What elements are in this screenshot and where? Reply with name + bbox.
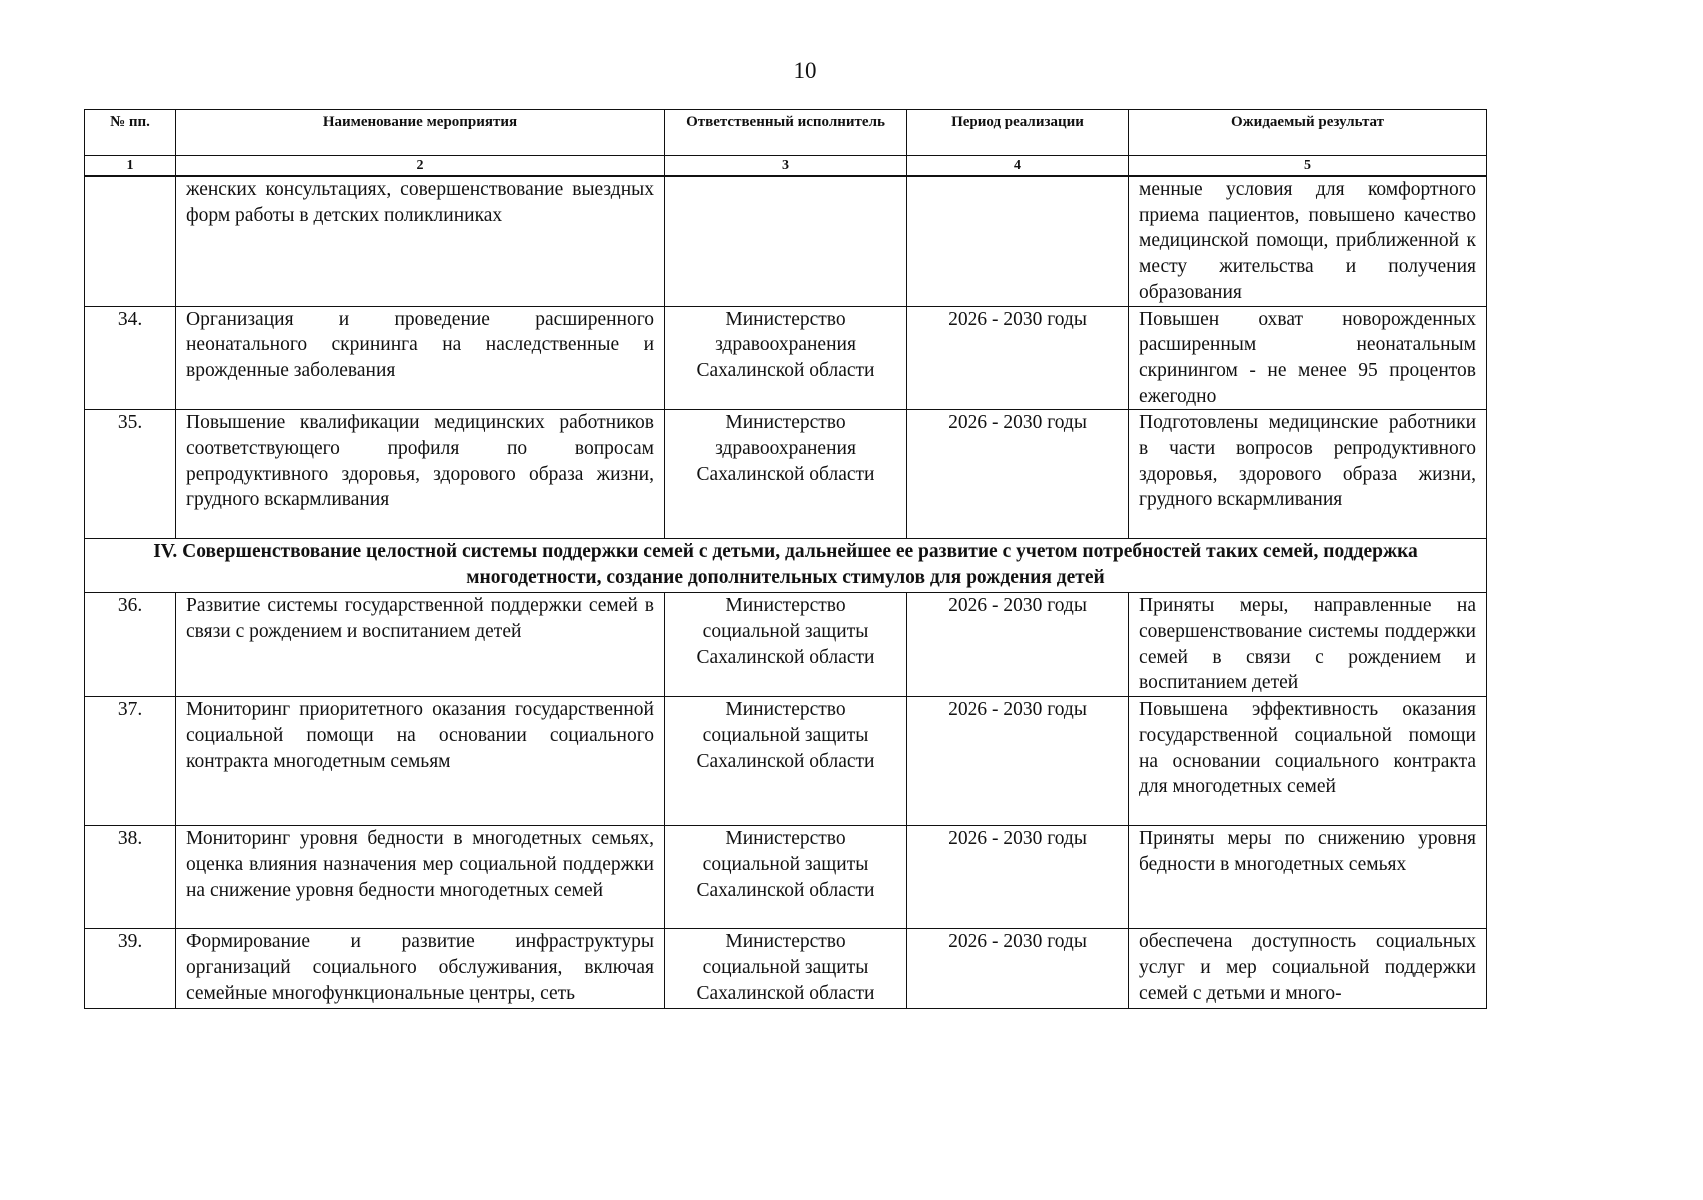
row-period: 2026 - 2030 годы (907, 826, 1129, 929)
row-event: Организация и проведение расширенного неонатального скрининга на наследственные и врожденные заболевания (176, 306, 665, 410)
table-row (85, 410, 1487, 539)
row-period: 2026 - 2030 годы (907, 697, 1129, 826)
page-number: 10 (793, 58, 817, 83)
row-number: 39. (85, 929, 176, 1009)
column-numbers-row (85, 156, 1487, 177)
row-responsible: Министерство социальной защиты Сахалинской области (665, 593, 907, 697)
row-responsible (665, 176, 907, 306)
row-responsible: Министерство социальной защиты Сахалинской области (665, 697, 907, 826)
measures-table (84, 109, 1487, 1009)
table-row (85, 697, 1487, 826)
row-number: 38. (85, 826, 176, 929)
row-period (907, 176, 1129, 306)
table-row (85, 826, 1487, 929)
row-event: Мониторинг уровня бедности в многодетных семьях, оценка влияния назначения мер социальной поддержки на снижение уровня бедности многодетных семей (176, 826, 665, 929)
row-number: 37. (85, 697, 176, 826)
row-event: Формирование и развитие инфраструктуры организаций социального обслуживания, включая семейные многофункциональные центры, сеть (176, 929, 665, 1009)
row-responsible: Министерство социальной защиты Сахалинской области (665, 826, 907, 929)
header-num: № пп. (85, 110, 176, 156)
row-result: Повышена эффективность оказания государственной социальной помощи на основании социального контракта для многодетных семей (1129, 697, 1487, 826)
column-number: 1 (85, 156, 176, 177)
column-number: 2 (176, 156, 665, 177)
table-row-continuation (85, 176, 1487, 306)
row-result: менные условия для комфортного приема пациентов, повышено качество медицинской помощи, приближенной к месту жительства и получения образования (1129, 176, 1487, 306)
row-result: обеспечена доступность социальных услуг и мер социальной поддержки семей с детьми и много- (1129, 929, 1487, 1009)
header-responsible: Ответственный исполнитель (665, 110, 907, 156)
table-row (85, 929, 1487, 1009)
row-event: женских консультациях, совершенствование выездных форм работы в детских поликлиниках (176, 176, 665, 306)
row-number: 35. (85, 410, 176, 539)
row-number (85, 176, 176, 306)
table-header-row (85, 110, 1487, 156)
table-row (85, 593, 1487, 697)
header-event: Наименование мероприятия (176, 110, 665, 156)
row-responsible: Министерство здравоохранения Сахалинской области (665, 410, 907, 539)
row-responsible: Министерство социальной защиты Сахалинской области (665, 929, 907, 1009)
section-row (85, 539, 1487, 593)
row-result: Подготовлены медицинские работники в части вопросов репродуктивного здоровья, здорового образа жизни, грудного вскармливания (1129, 410, 1487, 539)
row-responsible: Министерство здравоохранения Сахалинской области (665, 306, 907, 410)
column-number: 3 (665, 156, 907, 177)
table-row (85, 306, 1487, 410)
row-period: 2026 - 2030 годы (907, 410, 1129, 539)
header-result: Ожидаемый результат (1129, 110, 1487, 156)
row-result: Приняты меры, направленные на совершенствование системы поддержки семей в связи с рождением и воспитанием детей (1129, 593, 1487, 697)
row-result: Приняты меры по снижению уровня бедности в многодетных семьях (1129, 826, 1487, 929)
row-result: Повышен охват новорожденных расширенным неонатальным скринингом - не менее 95 процентов ежегодно (1129, 306, 1487, 410)
row-period: 2026 - 2030 годы (907, 929, 1129, 1009)
row-period: 2026 - 2030 годы (907, 306, 1129, 410)
row-event: Мониторинг приоритетного оказания государственной социальной помощи на основании социального контракта многодетным семьям (176, 697, 665, 826)
section-title: IV. Совершенствование целостной системы поддержки семей с детьми, дальнейшее ее развитие с учетом потребностей таких семей, поддержка многодетности, создание дополнительных стимулов для рождения детей (85, 539, 1487, 593)
row-event: Развитие системы государственной поддержки семей в связи с рождением и воспитанием детей (176, 593, 665, 697)
row-event: Повышение квалификации медицинских работников соответствующего профиля по вопросам репродуктивного здоровья, здорового образа жизни, грудного вскармливания (176, 410, 665, 539)
row-number: 36. (85, 593, 176, 697)
column-number: 4 (907, 156, 1129, 177)
column-number: 5 (1129, 156, 1487, 177)
header-period: Период реализации (907, 110, 1129, 156)
row-period: 2026 - 2030 годы (907, 593, 1129, 697)
row-number: 34. (85, 306, 176, 410)
